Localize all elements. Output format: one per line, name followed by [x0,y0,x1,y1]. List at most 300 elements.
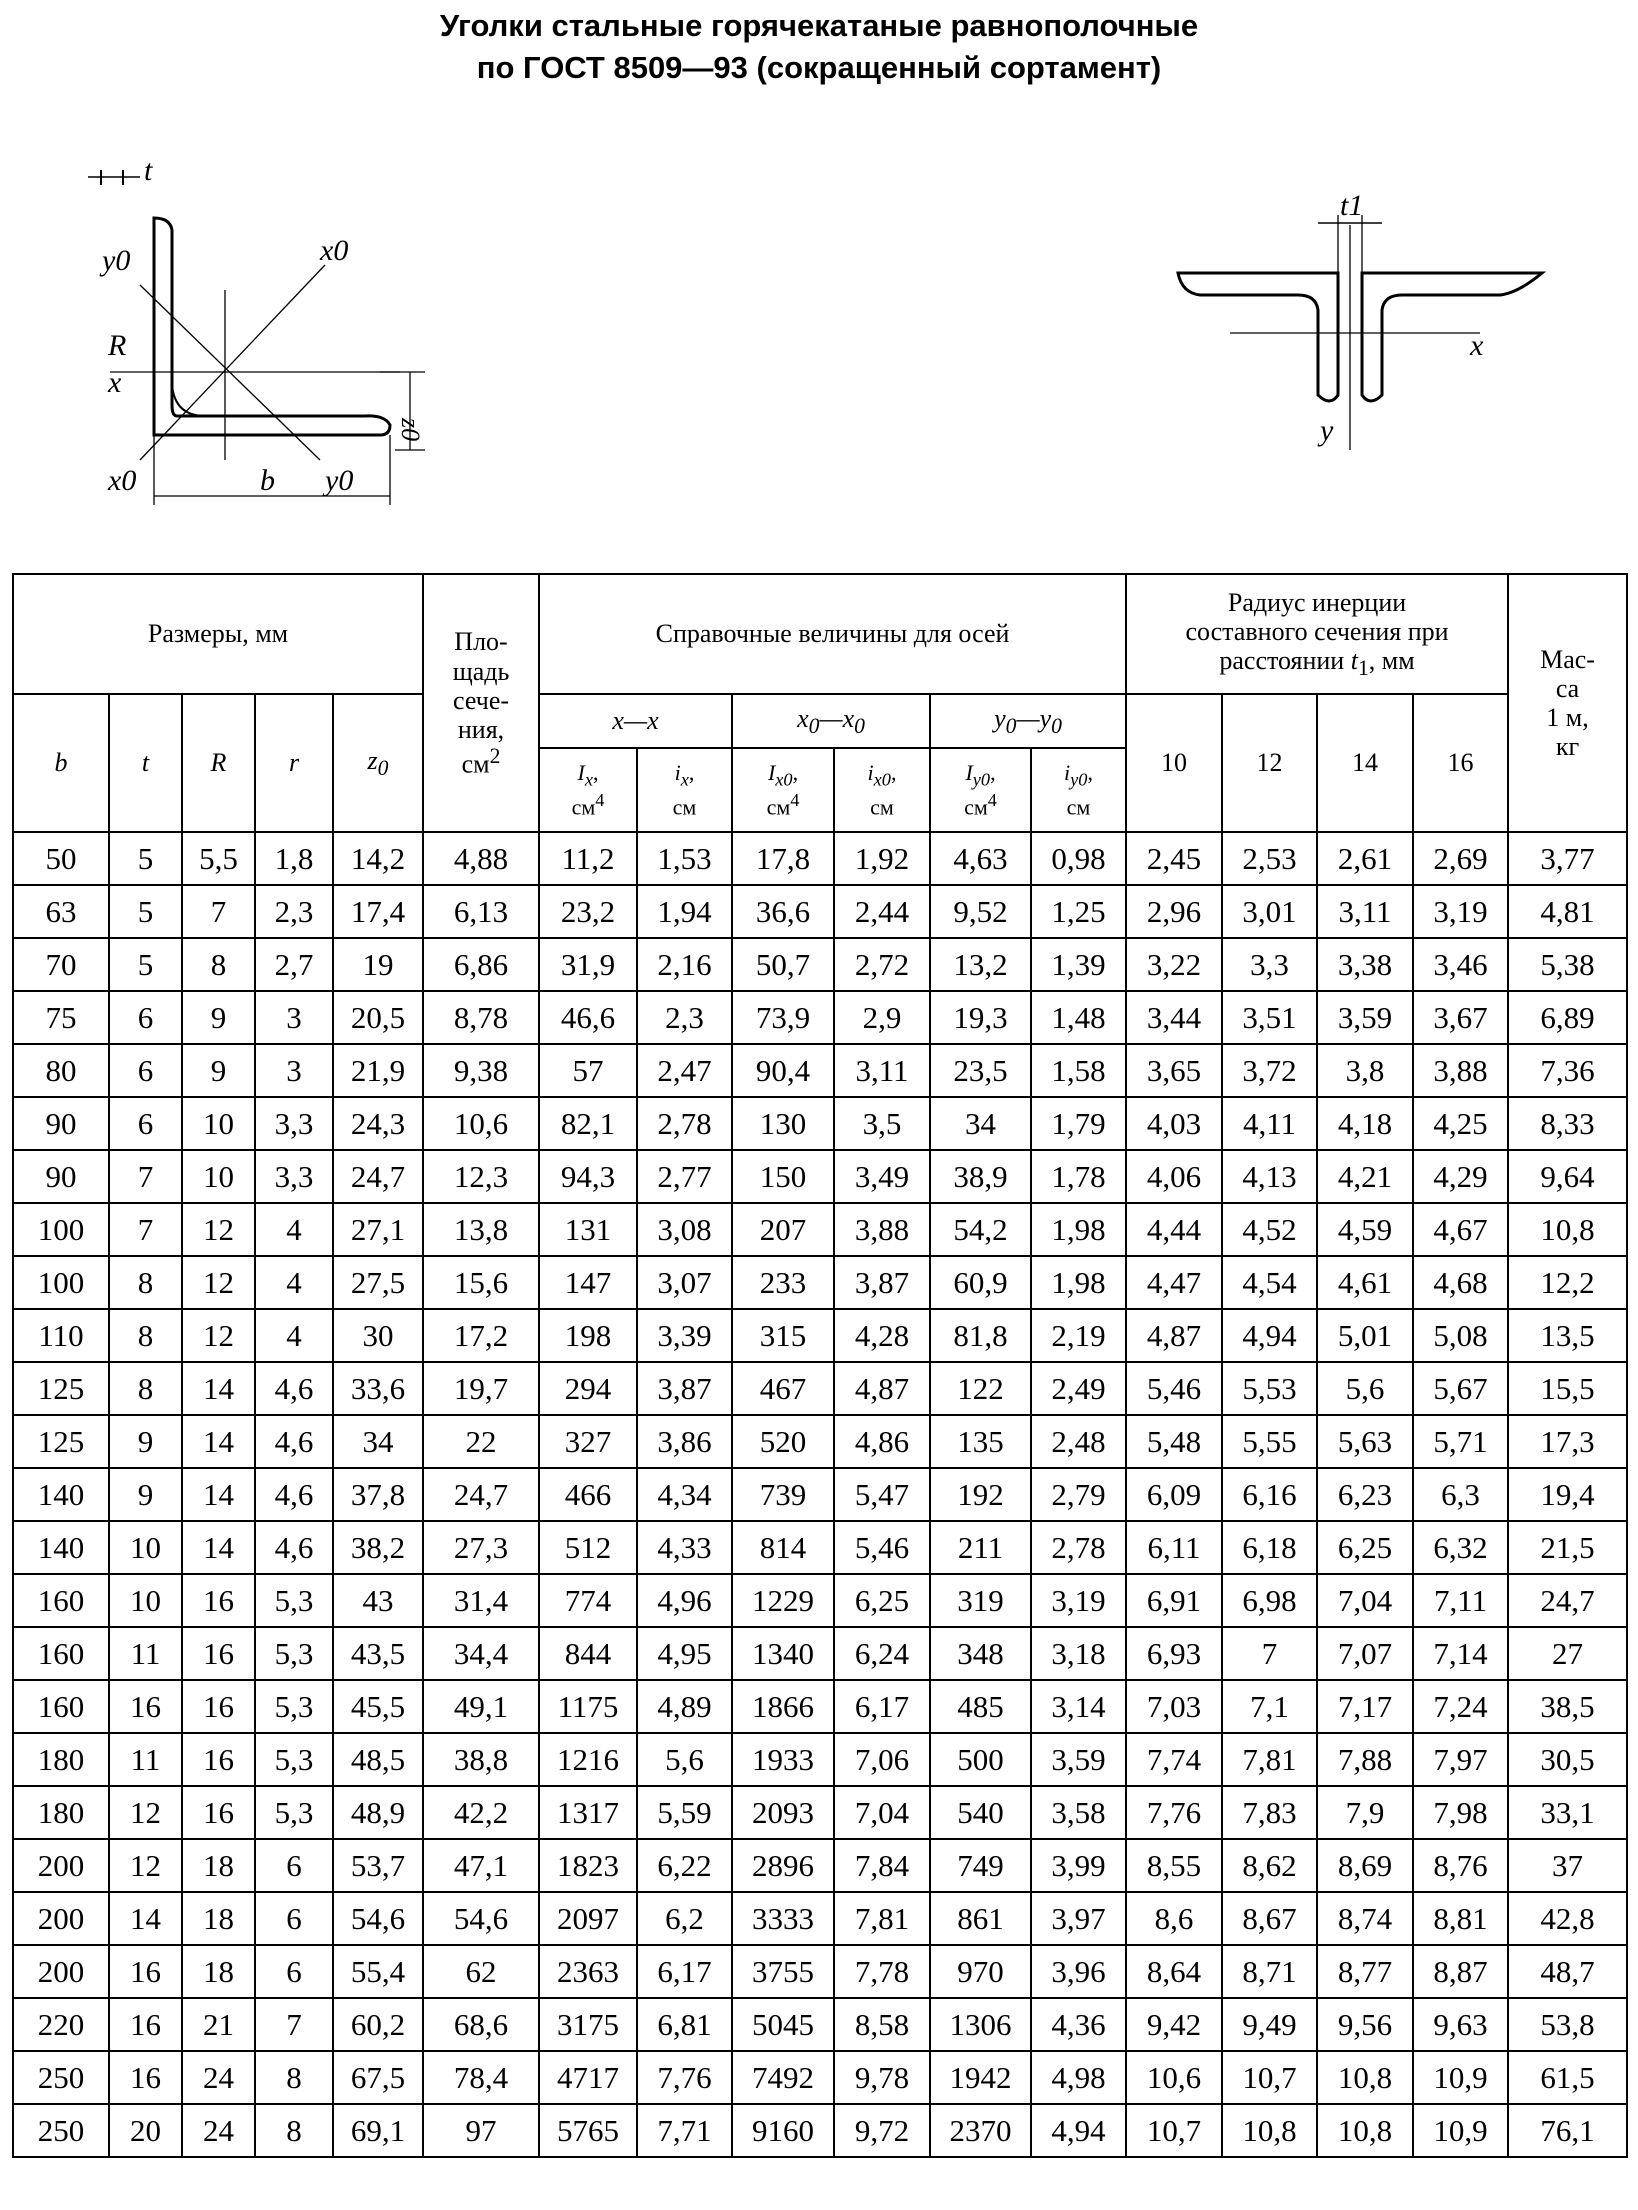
table-cell: 67,5 [333,2051,423,2104]
table-row [13,2051,1627,2104]
table-cell: 7 [109,1150,182,1203]
table-cell: 7,84 [834,1839,930,1892]
table-cell: 30 [333,1309,423,1362]
table-cell: 9 [182,991,255,1044]
table-cell: 3 [255,1044,333,1097]
table-row [13,1044,1627,1097]
table-cell: 3,3 [255,1097,333,1150]
table-cell: 27,5 [333,1256,423,1309]
table-cell: 10 [109,1574,182,1627]
table-cell: 47,1 [423,1839,539,1892]
table-cell: 4,18 [1317,1097,1413,1150]
table-cell: 63 [13,885,109,938]
table-cell: 8 [255,2051,333,2104]
table-cell: 48,7 [1508,1945,1627,1998]
label-x: x [108,366,122,399]
table-cell: 4,6 [255,1362,333,1415]
table-cell: 6,86 [423,938,539,991]
table-cell: 17,8 [732,832,834,885]
table-cell: 49,1 [423,1680,539,1733]
table-cell: 14 [182,1415,255,1468]
table-cell: 12 [182,1256,255,1309]
table-cell: 7,36 [1508,1044,1627,1097]
table-cell: 3333 [732,1892,834,1945]
table-cell: 1,58 [1031,1044,1126,1097]
table-cell: 11 [109,1733,182,1786]
table-cell: 250 [13,2051,109,2104]
table-cell: 54,6 [423,1892,539,1945]
table-cell: 11,2 [539,832,637,885]
table-cell: 3,22 [1126,938,1222,991]
table-cell: 90 [13,1150,109,1203]
table-row [13,885,1627,938]
table-cell: 5,67 [1413,1362,1508,1415]
table-cell: 5,3 [255,1574,333,1627]
table-row [13,1574,1627,1627]
header-area: Пло- щадь сече- ния, $см^2$ [423,574,539,832]
table-cell: 7 [1222,1627,1317,1680]
table-cell: 3,8 [1317,1044,1413,1097]
header-subcol: $i_{y0}$, см [1031,748,1126,832]
table-cell: 78,4 [423,2051,539,2104]
table-cell: 3,51 [1222,991,1317,1044]
table-row [13,1786,1627,1839]
table-cell: 4,44 [1126,1203,1222,1256]
table-cell: 16 [182,1574,255,1627]
table-cell: 2,7 [255,938,333,991]
table-cell: 3,14 [1031,1680,1126,1733]
label-z0: z0 [396,418,425,442]
label-t1: t1 [1340,189,1364,222]
table-cell: 61,5 [1508,2051,1627,2104]
table-cell: 140 [13,1468,109,1521]
header-radius: Радиус инерции составного сечения при расстоянии $t_1$, мм [1126,574,1508,694]
table-cell: 38,2 [333,1521,423,1574]
table-cell: 18 [182,1892,255,1945]
table-cell: 15,5 [1508,1362,1627,1415]
table-cell: 4,36 [1031,1998,1126,2051]
table-cell: 5 [109,938,182,991]
table-cell: 53,8 [1508,1998,1627,2051]
table-cell: 2,19 [1031,1309,1126,1362]
table-cell: 4,25 [1413,1097,1508,1150]
table-cell: 24,7 [423,1468,539,1521]
table-row [13,1998,1627,2051]
table-row [13,1839,1627,1892]
table-cell: 97 [423,2104,539,2157]
table-row [13,991,1627,1044]
table-cell: 3,01 [1222,885,1317,938]
table-cell: 4,34 [637,1468,732,1521]
table-cell: 739 [732,1468,834,1521]
table-cell: 57 [539,1044,637,1097]
table-cell: 8,69 [1317,1839,1413,1892]
angle-section-diagram [80,160,440,520]
table-cell: 10,8 [1508,1203,1627,1256]
table-cell: 1,92 [834,832,930,885]
table-cell: 81,8 [930,1309,1031,1362]
table-cell: 7,9 [1317,1786,1413,1839]
table-cell: 10,6 [1126,2051,1222,2104]
table-cell: 3755 [732,1945,834,1998]
table-cell: 1,98 [1031,1203,1126,1256]
table-cell: 3,19 [1031,1574,1126,1627]
table-cell: 7,11 [1413,1574,1508,1627]
table-cell: 54,6 [333,1892,423,1945]
compound-section-diagram [1170,185,1550,455]
table-cell: 4,06 [1126,1150,1222,1203]
table-cell: 2,3 [637,991,732,1044]
table-cell: 1,39 [1031,938,1126,991]
table-cell: 1,53 [637,832,732,885]
table-cell: 512 [539,1521,637,1574]
table-row [13,938,1627,991]
table-cell: 3,65 [1126,1044,1222,1097]
table-cell: 19,3 [930,991,1031,1044]
header-reference: Справочные величины для осей [539,574,1126,694]
table-cell: 7,81 [1222,1733,1317,1786]
table-cell: 2,53 [1222,832,1317,885]
table-cell: 2,44 [834,885,930,938]
table-cell: 21 [182,1998,255,2051]
table-row [13,1203,1627,1256]
table-cell: 53,7 [333,1839,423,1892]
table-cell: 2,77 [637,1150,732,1203]
table-cell: 1306 [930,1998,1031,2051]
table-cell: 3,18 [1031,1627,1126,1680]
table-cell: 7,04 [834,1786,930,1839]
table-cell: 12 [182,1309,255,1362]
table-cell: 5,48 [1126,1415,1222,1468]
table-cell: 3,67 [1413,991,1508,1044]
table-cell: 8 [255,2104,333,2157]
table-cell: 160 [13,1574,109,1627]
table-cell: 76,1 [1508,2104,1627,2157]
table-cell: 62 [423,1945,539,1998]
table-cell: 8,77 [1317,1945,1413,1998]
table-cell: 20 [109,2104,182,2157]
table-cell: 9 [109,1415,182,1468]
table-cell: 6 [109,1097,182,1150]
table-cell: 7,07 [1317,1627,1413,1680]
table-cell: 6,98 [1222,1574,1317,1627]
table-cell: 1942 [930,2051,1031,2104]
table-cell: 80 [13,1044,109,1097]
table-cell: 4,88 [423,832,539,885]
table-cell: 3,3 [1222,938,1317,991]
table-cell: 4,68 [1413,1256,1508,1309]
table-cell: 3175 [539,1998,637,2051]
table-cell: 10 [182,1150,255,1203]
table-cell: 14 [109,1892,182,1945]
table-cell: 3 [255,991,333,1044]
table-cell: 192 [930,1468,1031,1521]
table-cell: 24,3 [333,1097,423,1150]
table-cell: 9,38 [423,1044,539,1097]
table-cell: 13,8 [423,1203,539,1256]
table-cell: 1340 [732,1627,834,1680]
table-cell: 17,2 [423,1309,539,1362]
table-cell: 1,98 [1031,1256,1126,1309]
table-cell: 7,83 [1222,1786,1317,1839]
header-b: b [13,694,109,832]
table-cell: 43,5 [333,1627,423,1680]
page-title-line-1: Уголки стальные горячекатаные равнополочные [439,8,1199,43]
table-cell: 6,91 [1126,1574,1222,1627]
table-cell: 3,49 [834,1150,930,1203]
table-cell: 5765 [539,2104,637,2157]
table-cell: 19,7 [423,1362,539,1415]
table-cell: 4,94 [1031,2104,1126,2157]
table-row [13,1733,1627,1786]
table-cell: 2,78 [1031,1521,1126,1574]
table-cell: 94,3 [539,1150,637,1203]
table-cell: 1866 [732,1680,834,1733]
table-cell: 122 [930,1362,1031,1415]
table-cell: 6,17 [637,1945,732,1998]
table-cell: 24,7 [333,1150,423,1203]
table-cell: 46,6 [539,991,637,1044]
header-axis-xx: x—x [539,694,732,748]
table-row [13,2104,1627,2157]
table-cell: 30,5 [1508,1733,1627,1786]
label-r: R [108,329,127,362]
table-cell: 13,2 [930,938,1031,991]
table-cell: 16 [182,1733,255,1786]
table-cell: 68,6 [423,1998,539,2051]
table-cell: 5 [109,832,182,885]
table-cell: 4,6 [255,1521,333,1574]
table-cell: 5,3 [255,1733,333,1786]
label-y0-bottom: y0 [325,464,354,497]
table-cell: 7,04 [1317,1574,1413,1627]
table-cell: 4 [255,1256,333,1309]
table-cell: 48,5 [333,1733,423,1786]
table-cell: 3,96 [1031,1945,1126,1998]
table-cell: 3,99 [1031,1839,1126,1892]
table-cell: 520 [732,1415,834,1468]
table-cell: 90 [13,1097,109,1150]
table-row [13,1415,1627,1468]
table-cell: 4,21 [1317,1150,1413,1203]
table-cell: 3,87 [637,1362,732,1415]
table-cell: 60,2 [333,1998,423,2051]
table-cell: 3,59 [1317,991,1413,1044]
table-cell: 6,32 [1413,1521,1508,1574]
table-cell: 36,6 [732,885,834,938]
table-cell: 7,76 [1126,1786,1222,1839]
table-cell: 55,4 [333,1945,423,1998]
table-cell: 15,6 [423,1256,539,1309]
table-cell: 5,01 [1317,1309,1413,1362]
label-x0-top: x0 [320,234,349,267]
table-cell: 6,18 [1222,1521,1317,1574]
table-cell: 4717 [539,2051,637,2104]
table-cell: 7,76 [637,2051,732,2104]
table-cell: 500 [930,1733,1031,1786]
table-cell: 16 [182,1680,255,1733]
table-cell: 147 [539,1256,637,1309]
table-cell: 8,6 [1126,1892,1222,1945]
table-cell: 8,71 [1222,1945,1317,1998]
table-cell: 198 [539,1309,637,1362]
label-t: t [144,160,153,187]
table-cell: 4 [255,1309,333,1362]
table-cell: 200 [13,1839,109,1892]
table-cell: 21,9 [333,1044,423,1097]
table-cell: 37 [1508,1839,1627,1892]
table-cell: 4,47 [1126,1256,1222,1309]
table-cell: 9,78 [834,2051,930,2104]
table-cell: 250 [13,2104,109,2157]
table-cell: 7,74 [1126,1733,1222,1786]
table-cell: 0,98 [1031,832,1126,885]
table-cell: 12 [109,1786,182,1839]
table-cell: 75 [13,991,109,1044]
header-R: R [182,694,255,832]
table-cell: 2,16 [637,938,732,991]
table-cell: 294 [539,1362,637,1415]
table-cell: 7,71 [637,2104,732,2157]
table-cell: 2,96 [1126,885,1222,938]
table-cell: 9,56 [1317,1998,1413,2051]
table-cell: 7,17 [1317,1680,1413,1733]
table-cell: 2370 [930,2104,1031,2157]
table-cell: 9,42 [1126,1998,1222,2051]
table-cell: 8,74 [1317,1892,1413,1945]
table-cell: 73,9 [732,991,834,1044]
table-cell: 38,9 [930,1150,1031,1203]
table-cell: 11 [109,1627,182,1680]
table-cell: 4,81 [1508,885,1627,938]
table-cell: 14 [182,1468,255,1521]
table-cell: 4,63 [930,832,1031,885]
table-cell: 1,94 [637,885,732,938]
header-dimensions: Размеры, мм [13,574,423,694]
table-cell: 7,97 [1413,1733,1508,1786]
table-cell: 7,88 [1317,1733,1413,1786]
table-cell: 10,8 [1317,2104,1413,2157]
table-cell: 10 [182,1097,255,1150]
table-cell: 485 [930,1680,1031,1733]
table-cell: 9 [109,1468,182,1521]
table-cell: 3,46 [1413,938,1508,991]
table-cell: 22 [423,1415,539,1468]
table-cell: 4,33 [637,1521,732,1574]
table-cell: 7,14 [1413,1627,1508,1680]
table-cell: 6,25 [834,1574,930,1627]
table-cell: 16 [182,1627,255,1680]
table-cell: 4,87 [1126,1309,1222,1362]
table-cell: 7 [182,885,255,938]
table-cell: 1,48 [1031,991,1126,1044]
table-cell: 3,38 [1317,938,1413,991]
table-cell: 6,11 [1126,1521,1222,1574]
table-cell: 16 [109,1680,182,1733]
table-cell: 10 [109,1521,182,1574]
header-spacing-16: 16 [1413,694,1508,832]
table-cell: 16 [109,1998,182,2051]
table-cell: 8,33 [1508,1097,1627,1150]
table-cell: 24 [182,2104,255,2157]
table-row [13,1892,1627,1945]
table-row [13,1362,1627,1415]
left-angle-shape [1178,273,1338,401]
table-cell: 34 [930,1097,1031,1150]
table-cell: 1216 [539,1733,637,1786]
table-cell: 2896 [732,1839,834,1892]
table-cell: 2,72 [834,938,930,991]
table-cell: 8,78 [423,991,539,1044]
table-cell: 2,9 [834,991,930,1044]
table-cell: 8,67 [1222,1892,1317,1945]
table-cell: 3,97 [1031,1892,1126,1945]
table-cell: 2,45 [1126,832,1222,885]
table-cell: 131 [539,1203,637,1256]
table-row [13,1945,1627,1998]
table-cell: 34,4 [423,1627,539,1680]
table-cell: 180 [13,1733,109,1786]
table-cell: 4,86 [834,1415,930,1468]
table-cell: 8 [109,1309,182,1362]
table-cell: 5,38 [1508,938,1627,991]
table-row [13,832,1627,885]
table-cell: 4,6 [255,1468,333,1521]
table-cell: 8,55 [1126,1839,1222,1892]
header-spacing-14: 14 [1317,694,1413,832]
table-cell: 8,76 [1413,1839,1508,1892]
table-cell: 9,64 [1508,1150,1627,1203]
table-cell: 6,22 [637,1839,732,1892]
table-cell: 1229 [732,1574,834,1627]
table-cell: 9160 [732,2104,834,2157]
table-cell: 45,5 [333,1680,423,1733]
table-cell: 466 [539,1468,637,1521]
table-cell: 12 [109,1839,182,1892]
table-cell: 1,25 [1031,885,1126,938]
table-cell: 5,3 [255,1627,333,1680]
header-spacing-12: 12 [1222,694,1317,832]
table-cell: 19,4 [1508,1468,1627,1521]
table-cell: 5,59 [637,1786,732,1839]
table-cell: 200 [13,1892,109,1945]
table-cell: 9,52 [930,885,1031,938]
table-cell: 7,98 [1413,1786,1508,1839]
table-cell: 6,25 [1317,1521,1413,1574]
table-cell: 54,2 [930,1203,1031,1256]
table-cell: 2097 [539,1892,637,1945]
table-cell: 4,54 [1222,1256,1317,1309]
table-cell: 5,5 [182,832,255,885]
table-cell: 5,46 [834,1521,930,1574]
table-row [13,1627,1627,1680]
table-cell: 18 [182,1839,255,1892]
header-subcol: $I_{x0}$, $см^4$ [732,748,834,832]
table-cell: 180 [13,1786,109,1839]
table-cell: 7,06 [834,1733,930,1786]
table-cell: 17,4 [333,885,423,938]
table-cell: 27,3 [423,1521,539,1574]
table-cell: 9,72 [834,2104,930,2157]
table-cell: 540 [930,1786,1031,1839]
table-cell: 5,3 [255,1680,333,1733]
table-cell: 6,09 [1126,1468,1222,1521]
table-cell: 2363 [539,1945,637,1998]
table-cell: 6,2 [637,1892,732,1945]
table-cell: 3,77 [1508,832,1627,885]
table-cell: 2,79 [1031,1468,1126,1521]
table-cell: 4,59 [1317,1203,1413,1256]
